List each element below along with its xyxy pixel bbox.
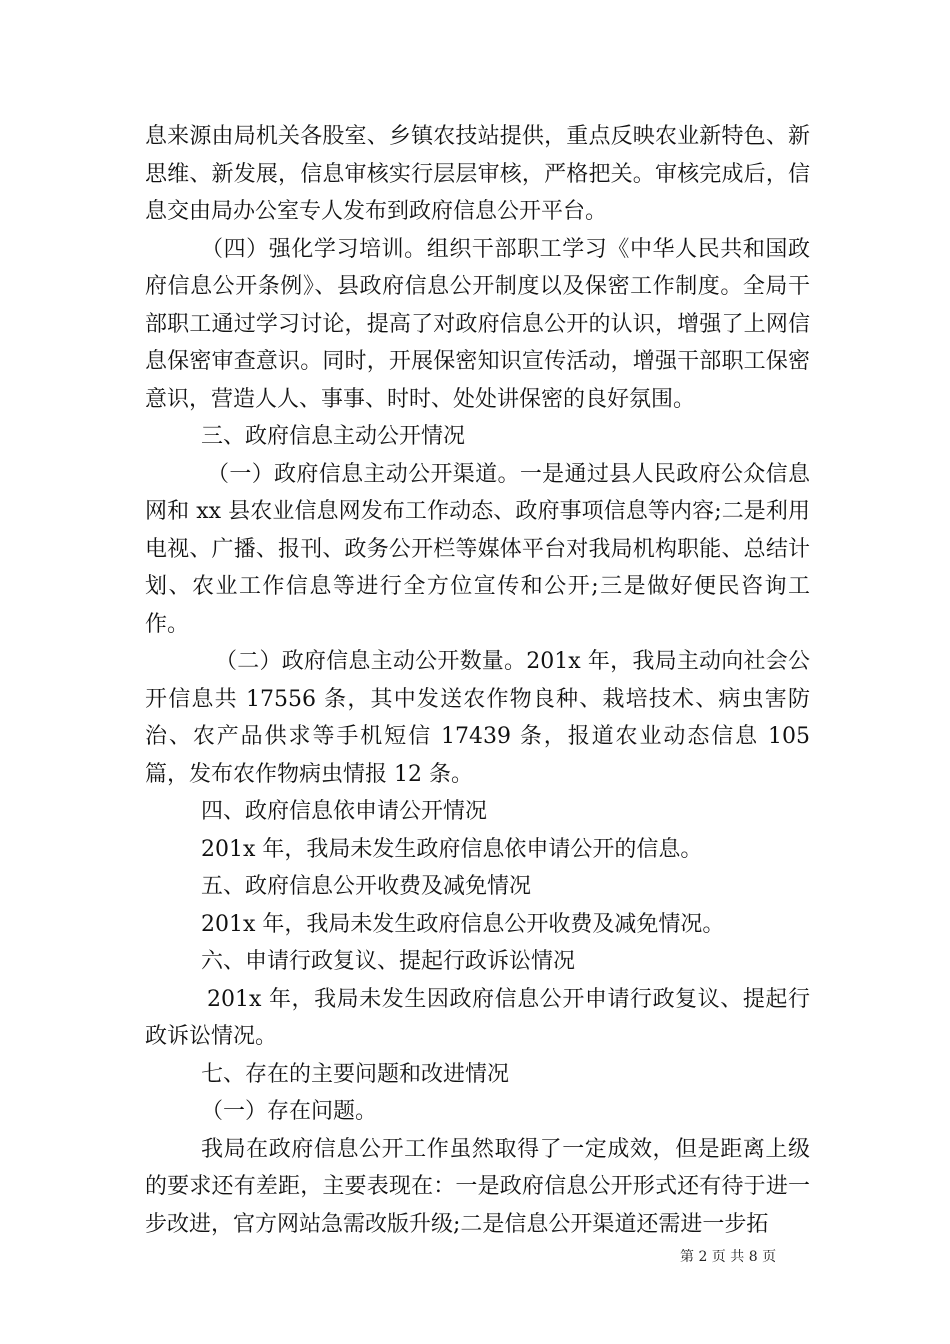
heading-section-4: 四、政府信息依申请公开情况 <box>201 799 488 824</box>
paragraph-problems: 我局在政府信息公开工作虽然取得了一定成效，但是距离上级的要求还有差距，主要表现在：一是政府信息公开形式还有待于进一步改进，官方网站急需改版升级;二是信息公开渠道还需进一步拓 <box>145 1136 810 1237</box>
paragraph-quantity: （二）政府信息主动公开数量。201x 年，我局主动向社会公开信息共 17556 条，其中发送农作物良种、栽培技术、病虫害防治、农产品供求等手机短信 17439 条，报道农业动态信息 105 篇，发布农作物病虫情报 12 条。 <box>145 649 810 787</box>
document-body <box>145 118 810 1243</box>
paragraph-section-5: 201x 年，我局未发生政府信息公开收费及减免情况。 <box>201 911 725 937</box>
subheading-problems: （一）存在问题。 <box>201 1099 378 1124</box>
paragraph-info-source: 息来源由局机关各股室、乡镇农技站提供，重点反映农业新特色、新思维、新发展，信息审核实行层层审核，严格把关。审核完成后，信息交由局办公室专人发布到政府信息公开平台。 <box>145 124 810 224</box>
paragraph-section-6: 201x 年，我局未发生因政府信息公开申请行政复议、提起行政诉讼情况。 <box>145 986 810 1049</box>
heading-section-3: 三、政府信息主动公开情况 <box>201 424 466 449</box>
heading-section-7: 七、存在的主要问题和改进情况 <box>201 1061 510 1087</box>
paragraph-channels: （一）政府信息主动公开渠道。一是通过县人民政府公众信息网和 xx 县农业信息网发布工作动态、政府事项信息等内容;二是利用电视、广播、报刊、政务公开栏等媒体平台对我局机构职能、总结计划、农业工作信息等进行全方位宣传和公开;三是做好便民咨询工作。 <box>145 461 810 637</box>
heading-section-5: 五、政府信息公开收费及减免情况 <box>201 874 532 899</box>
heading-section-6: 六、申请行政复议、提起行政诉讼情况 <box>201 949 576 974</box>
page-number-footer: 第 2 页 共 8 页 <box>680 1249 777 1265</box>
paragraph-study-training: （四）强化学习培训。组织干部职工学习《中华人民共和国政府信息公开条例》、县政府信息公开制度以及保密工作制度。全局干部职工通过学习讨论，提高了对政府信息公开的认识，增强了上网信息保密审查意识。同时，开展保密知识宣传活动，增强干部职工保密意识，营造人人、事事、时时、处处讲保密的良好氛围。 <box>145 236 810 412</box>
paragraph-section-4: 201x 年，我局未发生政府信息依申请公开的信息。 <box>201 836 703 862</box>
